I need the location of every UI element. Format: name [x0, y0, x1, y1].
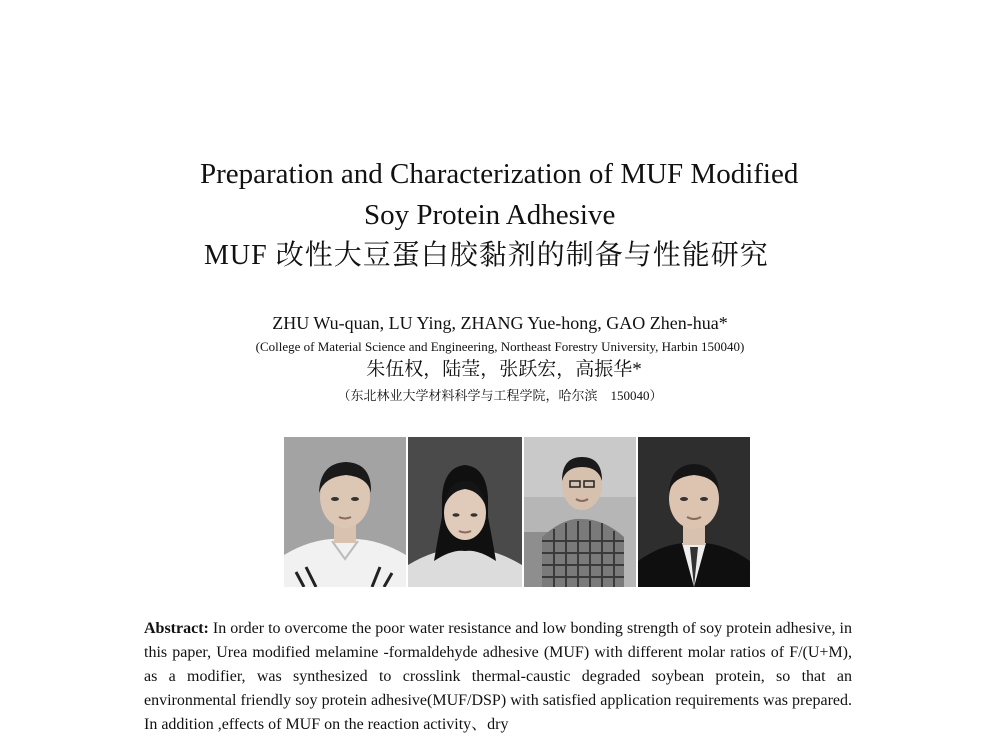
author-photo-4: [638, 437, 750, 587]
english-title-line-1: Preparation and Characterization of MUF Modified: [200, 158, 799, 190]
affiliation-chinese: （东北林业大学材料科学与工程学院，哈尔滨 150040）: [337, 388, 663, 403]
abstract-text: In order to overcome the poor water resistance and low bonding strength of soy protein adhesive, in this paper, Urea modified melamine -formaldehyde adhesive (MUF) with different molar ratios of F/(U+M), as a modifier, was synthesized to crosslink thermal-caustic degraded soybean protein, so that an environmental friendly soy protein adhesive(MUF/DSP) with satisfied application requirements was prepared. In addition ,effects of MUF on the reaction activity、dry: [144, 620, 852, 733]
english-title-line-2: Soy Protein Adhesive: [364, 199, 616, 231]
abstract: [144, 617, 852, 737]
affiliation-english: (College of Material Science and Engineering, Northeast Forestry University, Harbin 150040): [255, 339, 745, 354]
abstract-label: Abstract:: [144, 620, 209, 637]
author-photo-3: [524, 437, 636, 587]
author-photo-2: [408, 437, 522, 587]
chinese-title: MUF 改性大豆蛋白胶黏剂的制备与性能研究: [204, 240, 769, 271]
authors-english: ZHU Wu-quan, LU Ying, ZHANG Yue-hong, GAO Zhen-hua*: [272, 313, 728, 333]
author-photo-1: [284, 437, 406, 587]
authors-chinese: 朱伍权，陆莹，张跃宏，高振华*: [366, 359, 642, 380]
